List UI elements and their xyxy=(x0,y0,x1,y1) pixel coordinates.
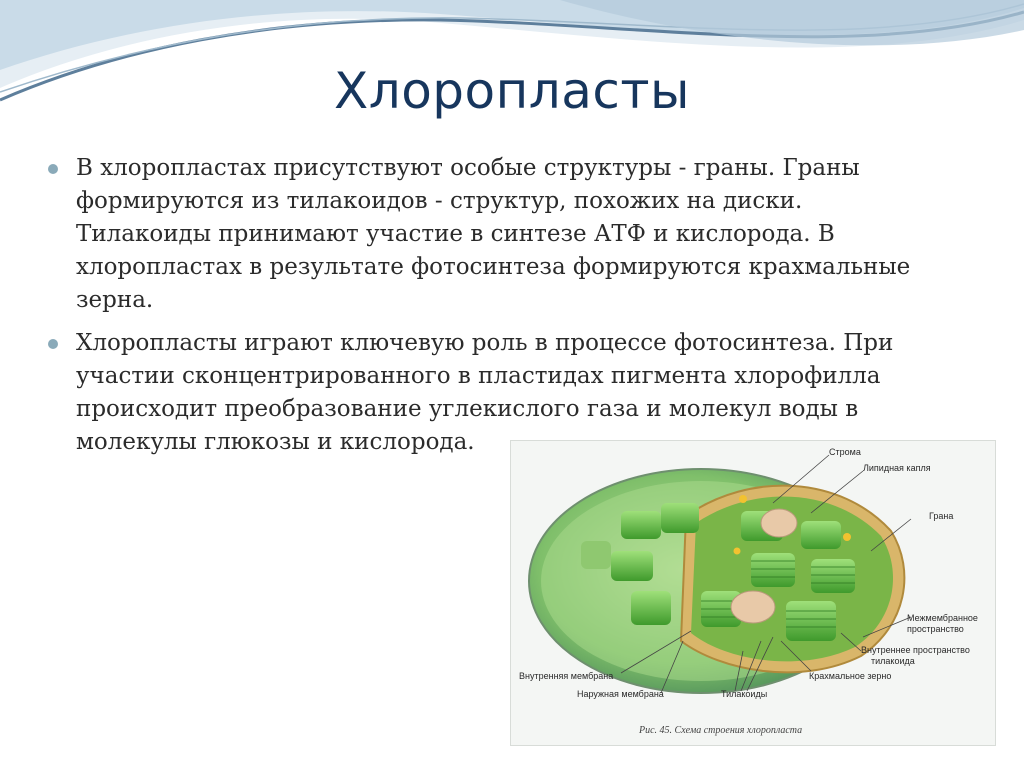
bullet-dot-icon xyxy=(48,339,58,349)
label-grana: Грана xyxy=(929,511,954,521)
chloroplast-figure xyxy=(510,440,996,746)
bullet-item xyxy=(48,152,928,317)
label-starch: Крахмальное зерно xyxy=(809,671,892,681)
granum-stack xyxy=(631,591,671,625)
label-outer-membrane: Наружная мембрана xyxy=(577,689,664,699)
granum-stack xyxy=(801,521,841,549)
bullet-list xyxy=(48,152,928,469)
bullet-dot-icon xyxy=(48,164,58,174)
starch-grain xyxy=(731,591,775,623)
lipid-drop xyxy=(734,548,741,555)
granum-stack xyxy=(811,559,855,593)
label-intermembrane-1: Межмембранное xyxy=(907,613,978,623)
label-stroma: Строма xyxy=(829,447,861,457)
granum-stack xyxy=(786,601,836,641)
slide-title: Хлоропласты xyxy=(333,62,690,120)
bullet-text: Хлоропласты играют ключевую роль в процессе фотосинтеза. При участии сконцентрированного в пластидах пигмента хлорофилла происходит преобразование углекислого газа и молекул воды в молекулы глюкозы и кислорода. xyxy=(76,330,894,455)
starch-grain xyxy=(761,509,797,537)
label-intermembrane-2: пространство xyxy=(907,624,964,634)
lipid-drop xyxy=(739,495,747,503)
label-inner-space-2: тилакоида xyxy=(871,656,915,666)
label-lipid-drop: Липидная капля xyxy=(863,463,931,473)
bullet-text: В хлоропластах присутствуют особые структуры - граны. Граны формируются из тилакоидов - структур, похожих на диски. Тилакоиды принимают участие в синтезе АТФ и кислорода. В хлоропластах в результате фотосинтеза формируются крахмальные зерна. xyxy=(76,155,911,313)
granum-stack xyxy=(611,551,653,581)
figure-caption: Рис. 45. Схема строения хлоропласта xyxy=(639,725,803,736)
label-inner-membrane: Внутренняя мембрана xyxy=(519,671,614,681)
chloroplast-diagram xyxy=(511,441,995,745)
granum-stack xyxy=(661,503,699,533)
granum-stack xyxy=(581,541,611,569)
label-thylakoids: Тилакоиды xyxy=(721,689,768,699)
granum-stack xyxy=(621,511,661,539)
lipid-drop xyxy=(843,533,851,541)
label-inner-space-1: Внутреннее пространство xyxy=(861,645,970,655)
granum-stack xyxy=(751,553,795,587)
